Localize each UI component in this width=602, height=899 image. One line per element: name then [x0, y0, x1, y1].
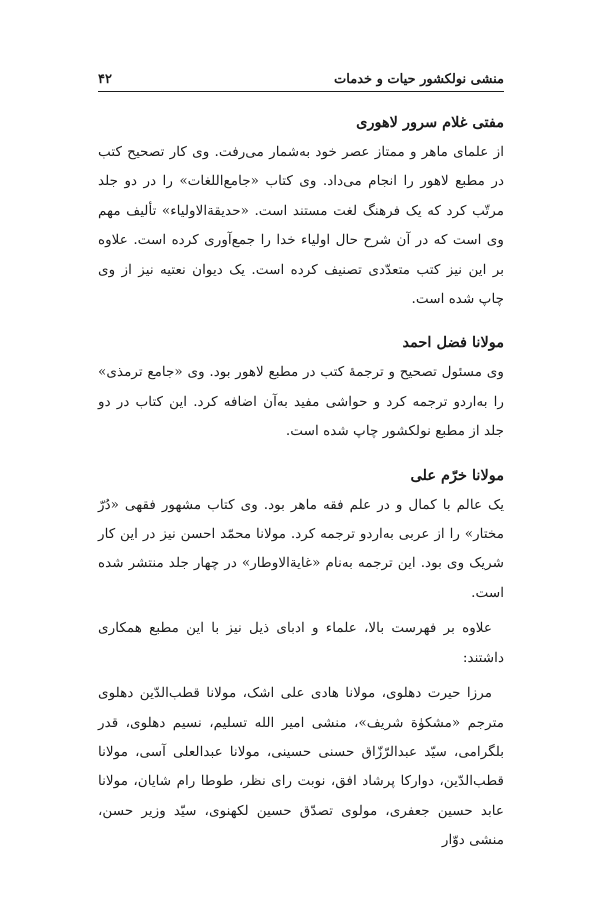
header-rule: [98, 91, 504, 92]
page-body: [98, 108, 504, 856]
closing-intro-paragraph: علاوه بر فهرست بالا، علماء و ادبای ذیل نیز با این مطبع همکاری داشتند:: [98, 620, 504, 666]
running-header: [98, 63, 504, 87]
running-title: منشی نولکشور حیات و خدمات: [334, 72, 504, 87]
section-paragraph: وی مسئول تصحیح و ترجمهٔ کتب در مطبع لاهور بود. وی «جامع ترمذی» را به‌اردو ترجمه کرد و حواشی مفید به‌آن اضافه کرد. این کتاب در دو جلد از مطبع نولکشور چاپ شده است.: [98, 364, 504, 440]
section-paragraph: یک عالم با کمال و در علم فقه ماهر بود. وی کتاب مشهور فقهی «دُرّ مختار» را از عربی به‌اردو ترجمه کرد. مولانا محمّد احسن نیز در این کار شریک وی بود. این ترجمه به‌نام «غایةالاوطار» در چهار جلد منتشر شده است.: [98, 496, 504, 601]
section-spacer: [98, 314, 504, 328]
section-title: مولانا خرّم علی: [410, 466, 504, 484]
page-number: ۴۲: [98, 72, 112, 87]
section-spacer: [98, 447, 504, 461]
section-title: مفتی غلام سرور لاهوری: [356, 114, 504, 131]
section-paragraph: از علمای ماهر و ممتاز عصر خود به‌شمار می‌رفت. وی کار تصحیح کتب در مطبع لاهور را انجام می‌داد. وی کتاب «جامع‌اللغات» را در دو جلد مرتّب کرد که یک فرهنگ لغت مستند است. «حدیقةالاولیاء» تألیف مهم وی است که در آن شرح حال اولیاء خدا را جمع‌آوری کرده است. علاوه بر این نیز کتب متعدّدی تصنیف کرده است. یک دیوان نعتیه نیز از وی چاپ شده است.: [98, 144, 504, 308]
section-title: مولانا فضل احمد: [402, 334, 504, 352]
contributors-list-paragraph: مرزا حیرت دهلوی، مولانا هادی علی اشک، مولانا قطب‌الدّین دهلوی مترجم «مشکوٰة شریف»، منشی امیر الله تسلیم، نسیم دهلوی، قدر بلگرامی، سیّد عبدالرّزّاق حسنی حسینی، مولانا عبدالعلی آسی، مولانا قطب‌الدّین، دوارکا پرشاد افق، نوبت رای نظر، طوطا رام شایان، مولانا عابد حسین جعفری، مولوی تصدّق حسین لکهنوی، سیّد وزیر حسن، منشی دوّار: [98, 685, 504, 849]
